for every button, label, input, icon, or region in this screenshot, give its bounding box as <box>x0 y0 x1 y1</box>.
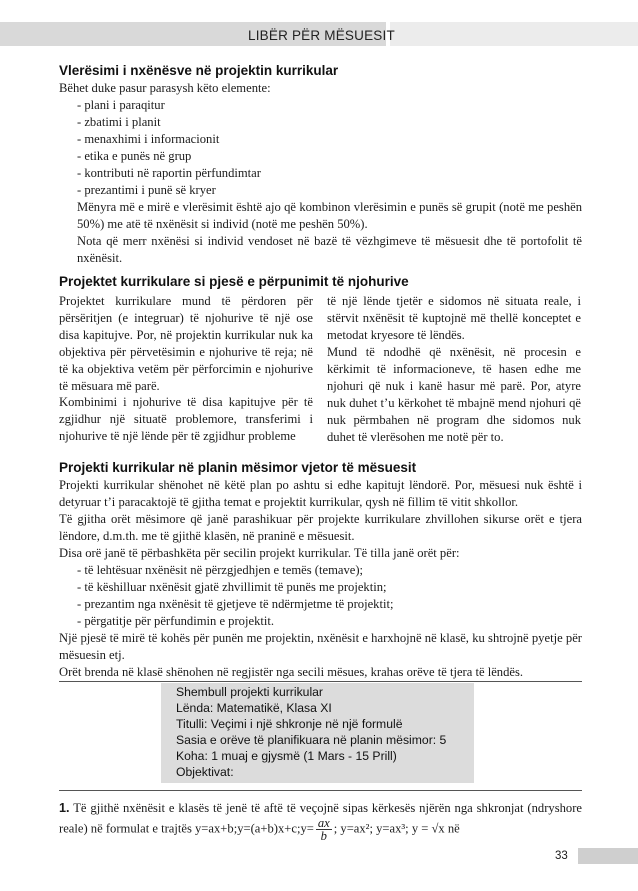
fraction-denominator: b <box>320 829 327 843</box>
list-item: - kontributi në raportin përfundimtar <box>77 166 261 180</box>
list-item: - prezantimi i punë së kryer <box>77 183 216 197</box>
list-item: - të lehtësuar nxënësit në përzgjedhjen e temës (temave); <box>77 563 364 577</box>
divider <box>59 681 582 682</box>
list-item: - plani i paraqitur <box>77 98 165 112</box>
example-box-line: Sasia e orëve të planifikuara në planin mësimor: 5 <box>176 733 447 747</box>
objective-text-end: ; y=ax²; y=ax³; y = √x në <box>333 821 460 836</box>
section-heading-assessment: Vlerësimi i nxënësve në projektin kurrikular <box>59 63 339 78</box>
column2-paragraph: Mund të ndodhë që nxënësit, në procesin e kërkimit të informacioneve, të hasen edhe me njohuri që nuk i kanë hasur më parë. Por, atyre nuk duhet t’u kërkohet të mbajnë mend njohuri që nuk përmbahen në program dhe sidomos nuk duhet të vlerësohen me notë për to. <box>327 345 581 444</box>
column1-paragraph: Kombinimi i njohurive të disa kapitujve për të zgjidhur një situatë problemore, transferimi i njohurive të një lënde për të zgjidhur probleme <box>59 395 313 443</box>
list-item: - prezantim nga nxënësit të gjetjeve të ndërmjetme të projektit; <box>77 597 394 611</box>
section3-paragraph: Një pjesë të mirë të kohës për punën me projektin, nxënësit e harxhojnë në klasë, ku shtrojnë pyetje për mësuesin etj. <box>59 631 582 662</box>
section1-intro: Bëhet duke pasur parasysh këto elemente: <box>59 81 271 95</box>
section-heading-annual-plan: Projekti kurrikular në planin mësimor vjetor të mësuesit <box>59 460 417 475</box>
fraction <box>316 817 332 842</box>
section3-paragraph: Të gjitha orët mësimore që janë parashikuar për projekte kurrikulare zhvillohen sikurse orët e tjera lëndore, d.m.th. me të gjithë klasën, në praninë e mësuesit. <box>59 512 582 543</box>
objective-item <box>59 800 582 842</box>
example-box-line: Lënda: Matematikë, Klasa XI <box>176 701 332 715</box>
list-item: - menaxhimi i informacionit <box>77 132 220 146</box>
section1-paragraph: Nota që merr nxënësi si individ vendoset në bazë të vëzhgimeve të mësuesit dhe të portofolit të nxënësit. <box>77 234 582 265</box>
list-item: - përgatitje për përfundimin e projektit. <box>77 614 275 628</box>
section3-paragraph: Projekti kurrikular shënohet në këtë plan po ashtu si edhe kapitujt lëndorë. Por, mësuesi nuk është i detyruar t’i paracaktojë të gjitha temat e projektit kurrikular, qysh në fillim të vitit shkollor. <box>59 478 582 509</box>
fraction-numerator: ax <box>317 816 330 830</box>
example-box-line: Objektivat: <box>176 765 234 779</box>
divider <box>59 790 582 791</box>
list-item: - zbatimi i planit <box>77 115 161 129</box>
running-header: LIBËR PËR MËSUESIT <box>248 28 395 43</box>
section1-paragraph: Mënyra më e mirë e vlerësimit është ajo që kombinon vlerësimin e punës së grupit (notë me peshën 50%) me atë të nxënësit si individ (notë me peshën 50%). <box>77 200 582 231</box>
list-item: - të këshilluar nxënësit gjatë zhvillimit të punës me projektin; <box>77 580 387 594</box>
header-bar-right <box>390 22 638 46</box>
objective-number: 1. <box>59 801 70 815</box>
page-number: 33 <box>555 850 568 862</box>
list-item: - etika e punës në grup <box>77 149 192 163</box>
section3-paragraph: Orët brenda në klasë shënohen në regjistër nga secili mësues, krahas orëve të tjera të lëndës. <box>59 665 524 679</box>
footer-bar <box>578 848 638 864</box>
section3-paragraph: Disa orë janë të përbashkëta për secilin projekt kurrikular. Të tilla janë orët për: <box>59 546 460 560</box>
column2-paragraph: të një lënde tjetër e sidomos në situata reale, i stërvit nxënësit të kuptojnë më thellë konceptet e metodat kryesore të lëndës. <box>327 294 581 342</box>
section-heading-projects: Projektet kurrikulare si pjesë e përpunimit të njohurive <box>59 274 409 289</box>
example-box-line: Koha: 1 muaj e gjysmë (1 Mars - 15 Prill) <box>176 749 397 763</box>
objective-text: Të gjithë nxënësit e klasës të jenë të aftë të veçojnë sipas kërkesës njërën nga shkronjat (ndryshore reale) në formulat e trajtës y=ax+b;y=(a+b)x+c;y= <box>59 801 582 836</box>
example-box-title: Shembull projekti kurrikular <box>176 685 323 699</box>
example-box-line: Titulli: Veçimi i një shkronje në një formulë <box>176 717 403 731</box>
column1-paragraph: Projektet kurrikulare mund të përdoren për përsëritjen (e integruar) të njohurive të një ose disa kapitujve. Por, në projektin kurrikular nuk ka objektiva për përvetësimin e njohurive të reja; në të ka objektiva vetëm për përforcimin e njohurive të mësuara më parë. <box>59 294 313 393</box>
